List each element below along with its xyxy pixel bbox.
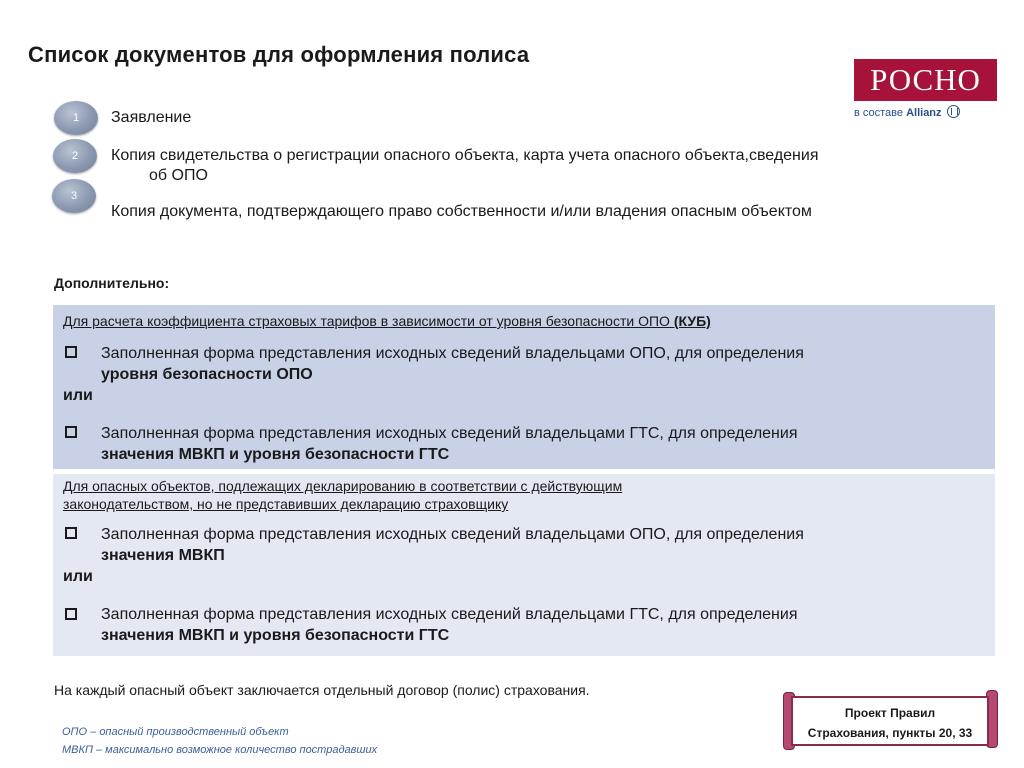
rosno-logo: РОСНО <box>854 59 997 101</box>
step-1-badge: 1 <box>54 101 98 135</box>
checkbox-icon <box>65 426 77 438</box>
page-title: Список документов для оформления полиса <box>28 42 530 67</box>
checkbox-icon <box>65 608 77 620</box>
kub-or-label: или <box>63 387 93 404</box>
allianz-icon <box>947 105 960 118</box>
scroll-paper <box>791 696 989 746</box>
step-2-badge: 2 <box>53 139 97 173</box>
kub-heading-text: Для расчета коэффициента страховых тарифов в зависимости от уровня безопасности ОПО <box>63 313 670 329</box>
declaration-item-2-line1: Заполненная форма представления исходных сведений владельцами ГТС, для определения <box>101 606 798 623</box>
checkbox-icon <box>65 346 77 358</box>
kub-section <box>53 305 995 469</box>
kub-item-2-line1: Заполненная форма представления исходных сведений владельцами ГТС, для определения <box>101 425 798 442</box>
declaration-heading <box>63 477 622 513</box>
kub-item-1-line2: уровня безопасности ОПО <box>101 366 313 383</box>
kub-item-2 <box>101 423 797 465</box>
declaration-or-label: или <box>63 568 93 585</box>
logo-sub-brand: Allianz <box>906 107 942 119</box>
declaration-item-1 <box>101 524 804 566</box>
contract-note: На каждый опасный объект заключается отдельный договор (полис) страхования. <box>54 682 590 698</box>
scroll-line-2: Страхования, пункты 20, 33 <box>807 726 973 740</box>
footnote-opo: ОПО – опасный производственный объект <box>62 726 289 738</box>
kub-item-1-line1: Заполненная форма представления исходных сведений владельцами ОПО, для определения <box>101 345 804 362</box>
logo-sub-prefix: в составе <box>854 107 904 119</box>
step-2-line2: об ОПО <box>149 167 208 184</box>
declaration-heading-line1: Для опасных объектов, подлежащих декларированию в соответствии с действующим <box>63 478 623 494</box>
declaration-item-2 <box>101 604 797 646</box>
scroll-line-1: Проект Правил <box>844 706 936 720</box>
additional-label: Дополнительно: <box>54 275 170 291</box>
declaration-item-1-line2: значения МВКП <box>101 547 225 564</box>
kub-item-2-line2: значения МВКП и уровня безопасности ГТС <box>101 446 450 463</box>
logo-subtitle <box>854 105 960 119</box>
declaration-section <box>53 474 995 656</box>
step-3-badge: 3 <box>52 179 96 213</box>
kub-heading <box>63 312 711 330</box>
checkbox-icon <box>65 527 77 539</box>
step-1-text: Заявление <box>111 109 192 126</box>
rules-reference-scroll <box>783 690 998 750</box>
step-2-line1: Копия свидетельства о регистрации опасного объекта, карта учета опасного объекта,сведения <box>111 147 819 164</box>
declaration-heading-line2: законодательством, но не представивших декларацию страховщику <box>63 496 509 512</box>
step-3-text: Копия документа, подтверждающего право собственности и/или владения опасным объектом <box>111 203 812 220</box>
kub-item-1 <box>101 343 804 385</box>
declaration-item-1-line1: Заполненная форма представления исходных сведений владельцами ОПО, для определения <box>101 526 804 543</box>
step-2-text <box>111 146 819 186</box>
footnote-mvkp: МВКП – максимально возможное количество пострадавших <box>62 744 378 756</box>
kub-heading-bold: (КУБ) <box>673 313 711 329</box>
declaration-item-2-line2: значения МВКП и уровня безопасности ГТС <box>101 627 450 644</box>
